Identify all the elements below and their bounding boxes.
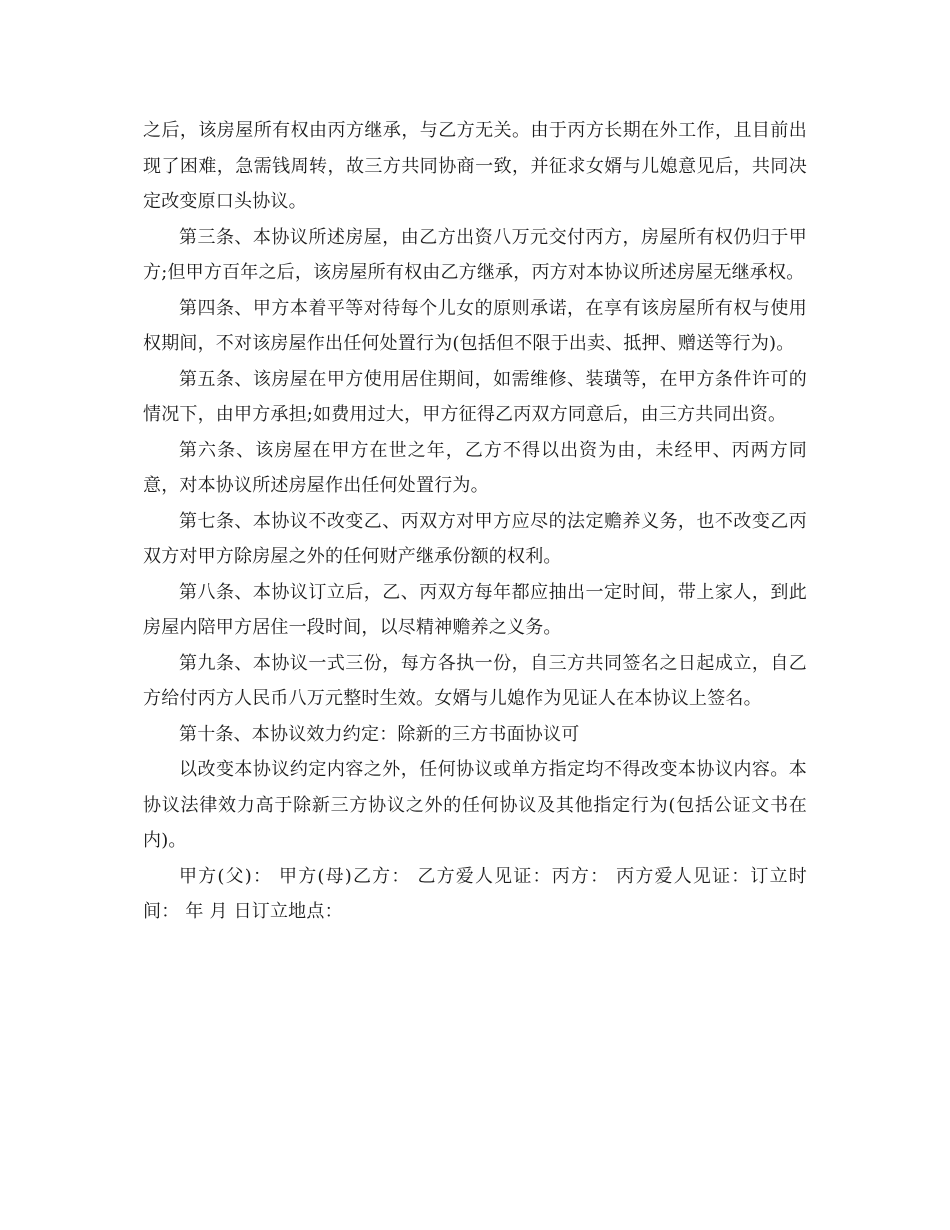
paragraph-article-10: 第十条、本协议效力约定：除新的三方书面协议可 (179, 723, 580, 745)
paragraph-article-5: 第五条、该房屋在甲方使用居住期间，如需维修、装璜等，在甲方条件许可的情况下，由甲方承担;如费用过大，甲方征得乙丙双方同意后，由三方共同出资。 (143, 368, 807, 425)
paragraph-signatures: 甲方(父)： 甲方(母)乙方： 乙方爱人见证：丙方： 丙方爱人见证：订立时间： 年 月 日订立地点： (143, 865, 807, 922)
paragraph-article-7: 第七条、本协议不改变乙、丙双方对甲方应尽的法定赡养义务，也不改变乙丙双方对甲方除房屋之外的任何财产继承份额的权利。 (143, 510, 807, 567)
document-body (143, 113, 807, 930)
paragraph-article-8: 第八条、本协议订立后，乙、丙双方每年都应抽出一定时间，带上家人，到此房屋内陪甲方居住一段时间，以尽精神赡养之义务。 (143, 581, 807, 638)
paragraph-article-6: 第六条、该房屋在甲方在世之年，乙方不得以出资为由，未经甲、丙两方同意，对本协议所述房屋作出任何处置行为。 (143, 439, 807, 496)
paragraph-article-10-continued: 以改变本协议约定内容之外，任何协议或单方指定均不得改变本协议内容。本协议法律效力高于除新三方协议之外的任何协议及其他指定行为(包括公证文书在内)。 (143, 759, 807, 851)
paragraph-article-3: 第三条、本协议所述房屋，由乙方出资八万元交付丙方，房屋所有权仍归于甲方;但甲方百年之后，该房屋所有权由乙方继承，丙方对本协议所述房屋无继承权。 (143, 226, 807, 283)
paragraph-article-9: 第九条、本协议一式三份，每方各执一份，自三方共同签名之日起成立，自乙方给付丙方人民币八万元整时生效。女婿与儿媳作为见证人在本协议上签名。 (143, 652, 807, 709)
paragraph-continuation: 之后，该房屋所有权由丙方继承，与乙方无关。由于丙方长期在外工作，且目前出现了困难，急需钱周转，故三方共同协商一致，并征求女婿与儿媳意见后，共同决定改变原口头协议。 (143, 120, 807, 212)
paragraph-article-4: 第四条、甲方本着平等对待每个儿女的原则承诺，在享有该房屋所有权与使用权期间，不对该房屋作出任何处置行为(包括但不限于出卖、抵押、赠送等行为)。 (143, 297, 807, 354)
